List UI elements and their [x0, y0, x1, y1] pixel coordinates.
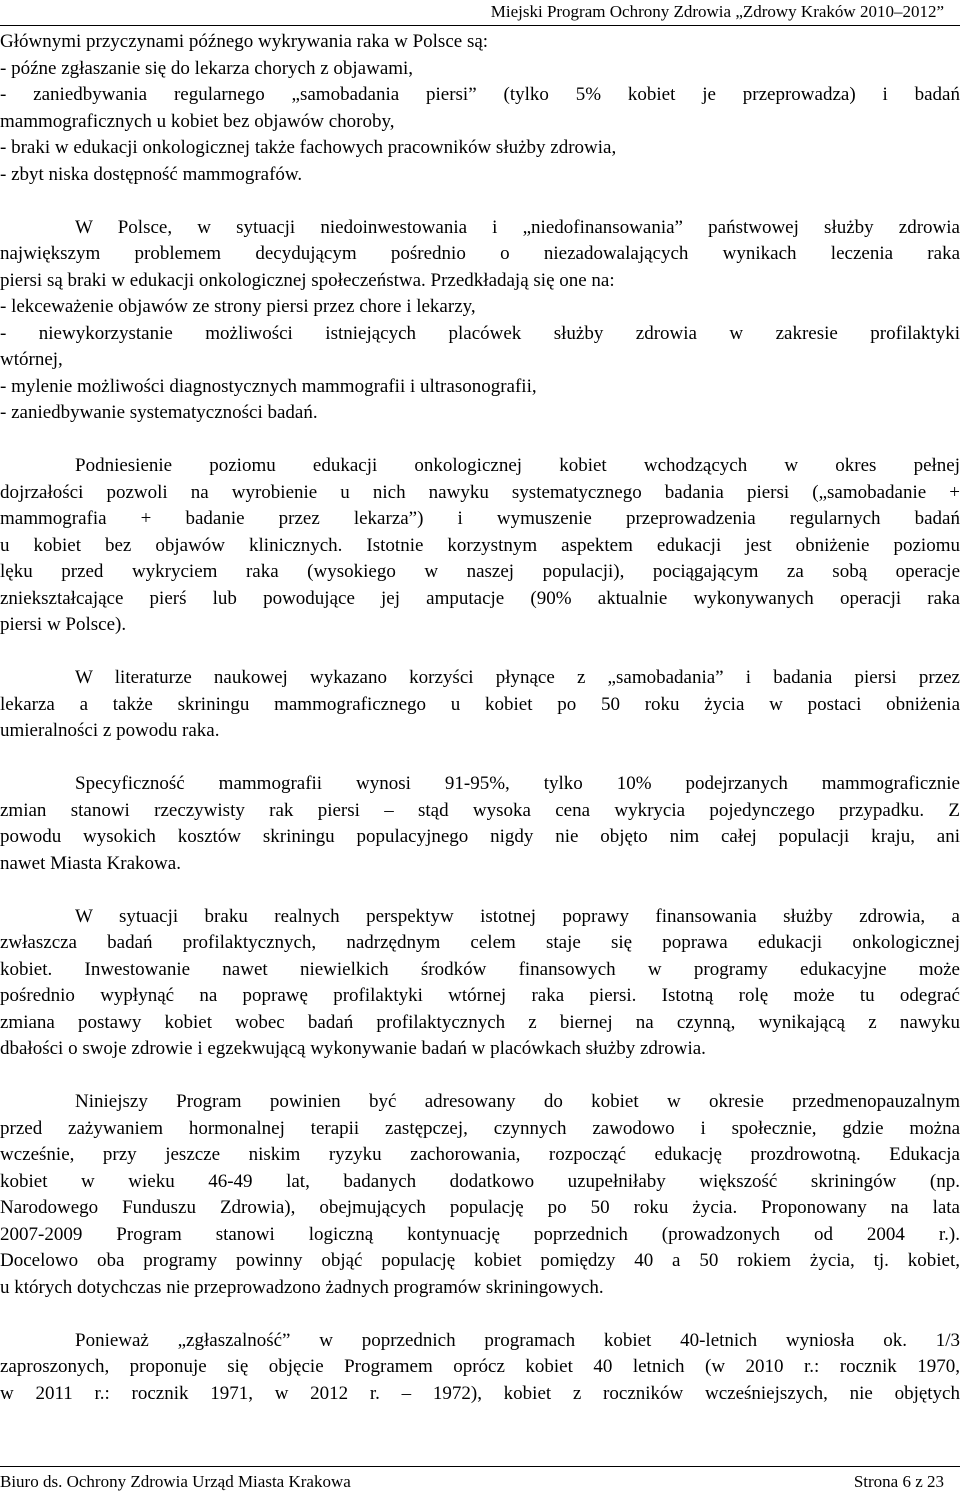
- paragraph-gap: [0, 745, 960, 772]
- paragraph: [0, 1328, 960, 1408]
- paragraph-gap: [0, 188, 960, 215]
- text-line: W literaturze naukowej wykazano korzyści płynące z „samobadania” i badania piersi przez: [75, 667, 960, 688]
- text-line: Specyficzność mammografii wynosi 91-95%, tylko 10% podejrzanych mammograficznie: [75, 773, 960, 794]
- paragraph-gap: [0, 427, 960, 454]
- text-line: piersi w Polsce).: [0, 614, 127, 635]
- text-line: największym problemem decydującym pośrednio o niezadowalających wynikach leczenia raka: [0, 243, 960, 264]
- text-line: mammograficznych u kobiet bez objawów choroby,: [0, 110, 395, 132]
- text-line: u kobiet bez objawów klinicznych. Istotnie korzystnym aspektem edukacji jest obniżenie poziomu: [0, 534, 960, 556]
- text-line: powodu wysokich kosztów skriningu populacyjnego nigdy nie objęto nim całej populacji kraju, ani: [0, 826, 960, 847]
- text-line: umieralności z powodu raka.: [0, 720, 220, 741]
- paragraph-gap: [0, 877, 960, 904]
- text-line: W Polsce, w sytuacji niedoinwestowania i „niedofinansowania” państwowej służby zdrowia: [75, 216, 960, 238]
- text-line: wtórnej,: [0, 349, 63, 370]
- header-divider: [0, 25, 960, 26]
- paragraph: [0, 665, 960, 745]
- text-line: u których dotychczas nie przeprowadzono żadnych programów skriningowych.: [0, 1276, 604, 1298]
- text-line: - braki w edukacji onkologicznej także fachowych pracowników służby zdrowia,: [0, 137, 617, 158]
- paragraph-gap: [0, 1301, 960, 1328]
- text-line: dbałości o swoje zdrowie i egzekwującą wykonywanie badań w placówkach służby zdrowia.: [0, 1038, 706, 1059]
- paragraph: [0, 771, 960, 877]
- paragraph: [0, 29, 960, 188]
- text-line: zaproszonych, proponuje się objęcie Programem oprócz kobiet 40 letnich (w 2010 r.: rocznik 1970,: [0, 1356, 960, 1377]
- text-line: przed zażywaniem hormonalnej terapii zastępczej, czynnych zawodowo i społecznie, gdzie można: [0, 1117, 960, 1139]
- text-line: Niniejszy Program powinien być adresowany do kobiet w okresie przedmenopauzalnym: [75, 1091, 960, 1112]
- footer-divider: [0, 1466, 960, 1467]
- paragraph: [0, 904, 960, 1063]
- text-line: wcześnie, przy jeszcze niskim ryzyku zachorowania, rozpocząć edukację prozdrowotną. Edukacja: [0, 1144, 960, 1165]
- text-line: 2007-2009 Program stanowi logiczną kontynuację poprzednich (prowadzonych od 2004 r.).: [0, 1223, 960, 1245]
- text-line: kobiet. Inwestowanie nawet niewielkich środków finansowych w programy edukacyjne może: [0, 958, 960, 980]
- text-line: - zaniedbywania regularnego „samobadania piersi” (tylko 5% kobiet je przeprowadza) i badań: [0, 84, 960, 105]
- text-line: - późne zgłaszanie się do lekarza chorych z objawami,: [0, 57, 414, 79]
- paragraph: [0, 215, 960, 427]
- paragraph: [0, 1089, 960, 1301]
- text-line: Docelowo oba programy powinny objąć populację kobiet pomiędzy 40 a 50 rokiem życia, tj. kobiet,: [0, 1250, 960, 1271]
- text-line: dojrzałości pozwoli na wyrobienie u nich nawyku systematycznego badania piersi („samobadanie +: [0, 481, 960, 503]
- text-line: lekarza a także skriningu mammograficznego u kobiet po 50 roku życia w postaci obniżenia: [0, 693, 960, 715]
- text-line: Narodowego Funduszu Zdrowia), obejmujących populację po 50 roku życia. Proponowany na lata: [0, 1197, 960, 1218]
- text-line: - zbyt niska dostępność mammografów.: [0, 163, 303, 185]
- text-line: - niewykorzystanie możliwości istniejących placówek służby zdrowia w zakresie profilaktyki: [0, 322, 960, 344]
- text-line: lęku przed wykryciem raka (wysokiego w naszej populacji), pociągającym za sobą operacje: [0, 561, 960, 582]
- text-line: - zaniedbywanie systematyczności badań.: [0, 402, 318, 423]
- text-line: w 2011 r.: rocznik 1971, w 2012 r. – 1972), kobiet z roczników wcześniejszych, nie objętych: [0, 1382, 960, 1404]
- document-body: [0, 29, 960, 1407]
- paragraph: [0, 453, 960, 639]
- text-line: mammografia + badanie przez lekarza”) i wymuszenie przeprowadzenia regularnych badań: [0, 508, 960, 529]
- page-header: Miejski Program Ochrony Zdrowia „Zdrowy Kraków 2010–2012”: [490, 2, 944, 21]
- text-line: zniekształcające pierś lub powodujące jej amputacje (90% aktualnie wykonywanych operacji raka: [0, 587, 960, 609]
- paragraph-gap: [0, 1063, 960, 1090]
- text-line: Ponieważ „zgłaszalność” w poprzednich programach kobiet 40-letnich wyniosła ok. 1/3: [75, 1329, 960, 1351]
- text-line: zmian stanowi rzeczywisty rak piersi – stąd wysoka cena wykrycia pojedynczego przypadku. Z: [0, 799, 960, 821]
- text-line: kobiet w wieku 46-49 lat, badanych dodatkowo uzupełniłaby większość skriningów (np.: [0, 1170, 960, 1192]
- text-line: piersi są braki w edukacji onkologicznej społeczeństwa. Przedkładają się one na:: [0, 269, 615, 291]
- text-line: W sytuacji braku realnych perspektyw istotnej poprawy finansowania służby zdrowia, a: [75, 905, 960, 927]
- paragraph-gap: [0, 639, 960, 666]
- text-line: - mylenie możliwości diagnostycznych mammografii i ultrasonografii,: [0, 375, 537, 397]
- page-number: Strona 6 z 23: [853, 1472, 944, 1491]
- text-line: Głównymi przyczynami późnego wykrywania raka w Polsce są:: [0, 31, 489, 52]
- footer-office: Biuro ds. Ochrony Zdrowia Urząd Miasta Krakowa: [0, 1472, 351, 1491]
- text-line: zmiana postawy kobiet wobec badań profilaktycznych z biernej na czynną, wynikającą z nawyku: [0, 1011, 960, 1033]
- text-line: pośrednio wypłynąć na poprawę profilaktyki wtórnej raka piersi. Istotną rolę może tu odegrać: [0, 985, 960, 1006]
- text-line: Podniesienie poziomu edukacji onkologicznej kobiet wchodzących w okres pełnej: [75, 455, 960, 476]
- text-line: nawet Miasta Krakowa.: [0, 852, 181, 874]
- text-line: zwłaszcza badań profilaktycznych, nadrzędnym celem staje się poprawa edukacji onkologicznej: [0, 932, 960, 953]
- text-line: - lekceważenie objawów ze strony piersi przez chore i lekarzy,: [0, 296, 476, 317]
